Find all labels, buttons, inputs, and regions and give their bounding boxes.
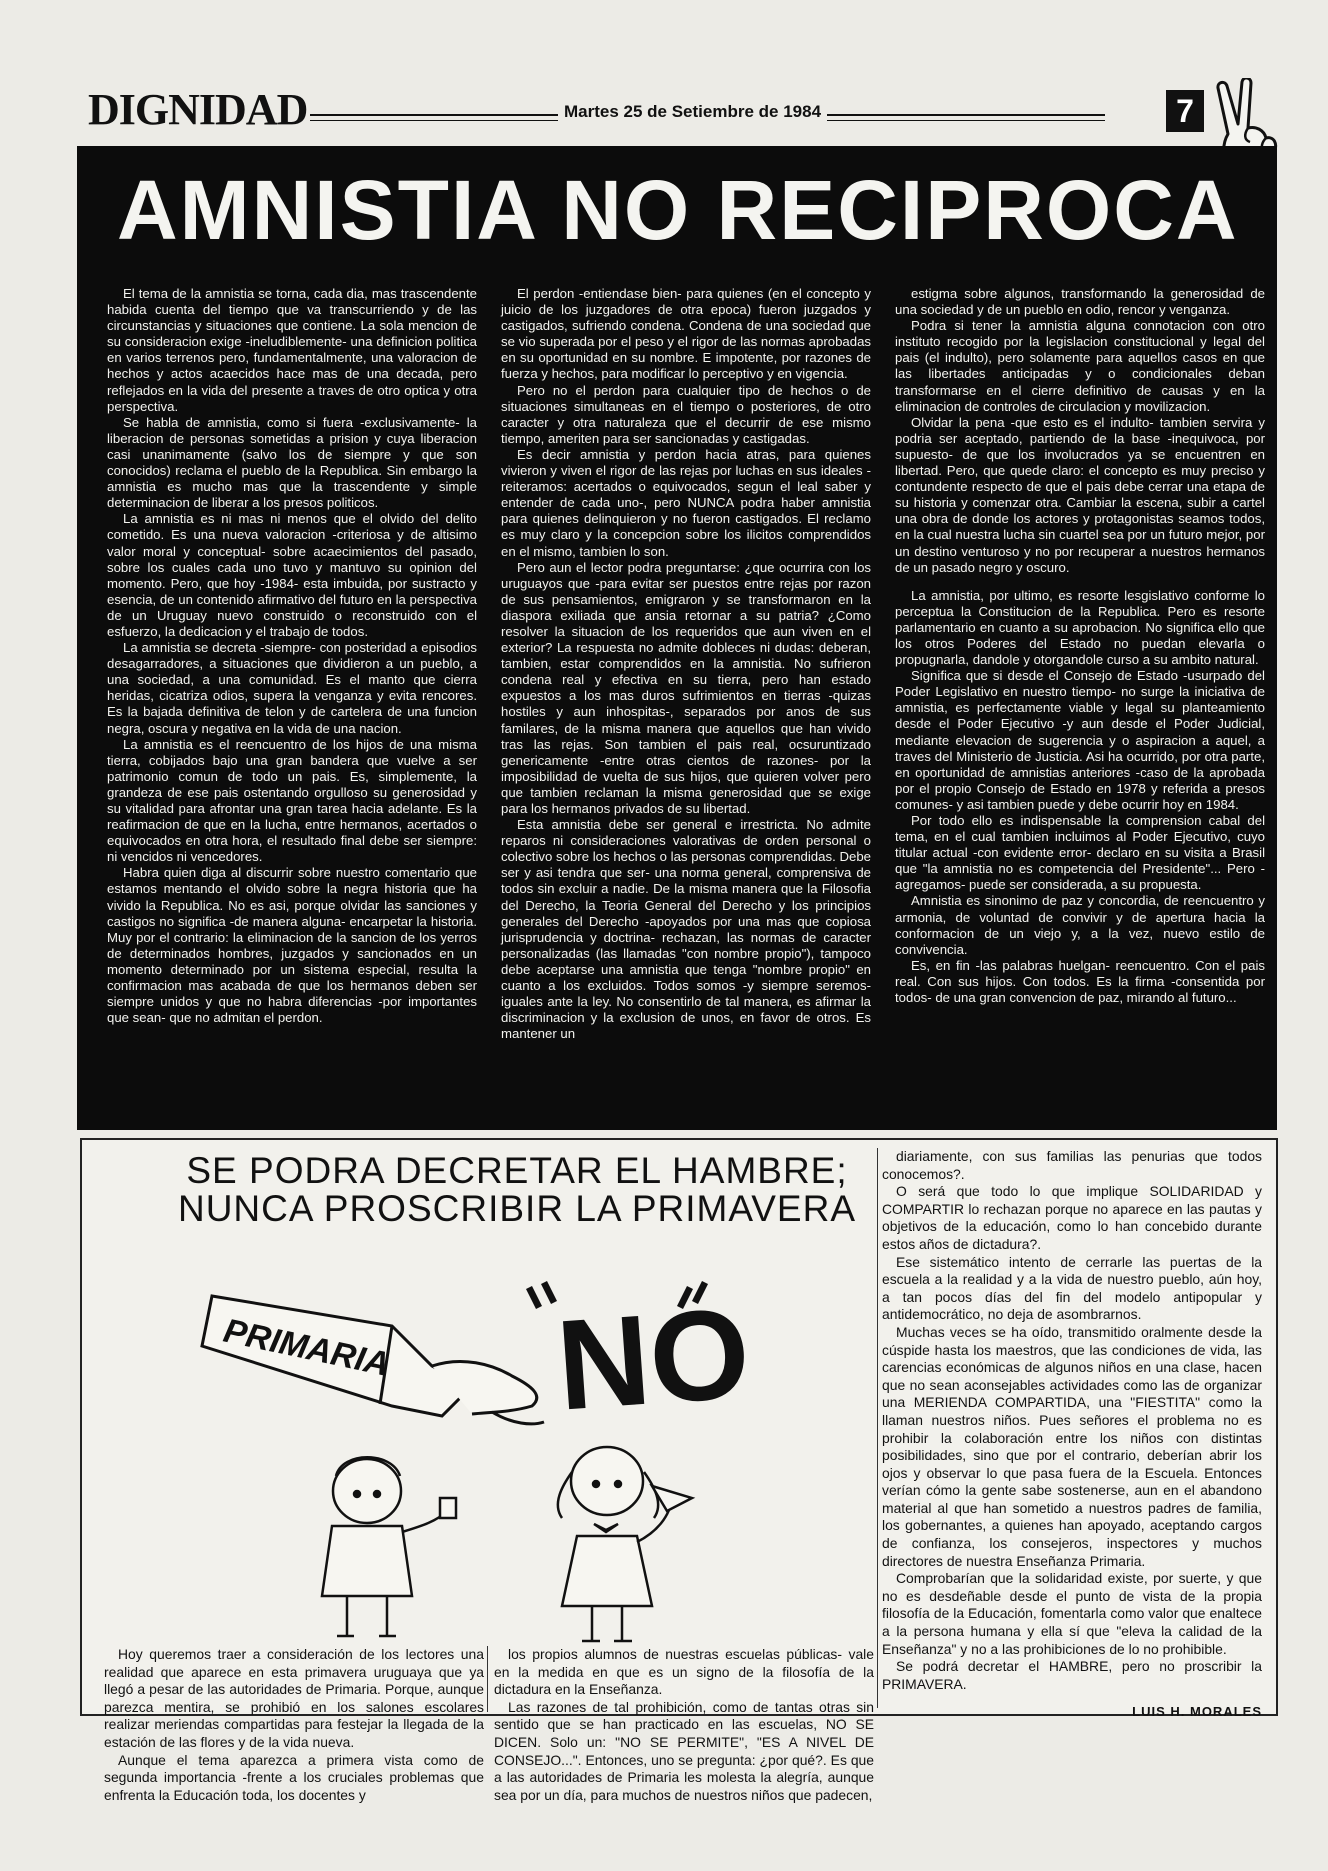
article-column-1 — [107, 286, 477, 1042]
no-text: NO — [552, 1281, 755, 1438]
paragraph: Pero aun el lector podra preguntarse: ¿que ocurrira con los uruguayos que -para evitar ser puestos entre rejas por razon de sus pensamientos, emigraron y se transformaron en la diaspora exiliada que ansia retornar a su patria? ¿Como resolver la situacion de los requeridos que aun viven en el exterior? La respuesta no admite dobleces ni dudas: deberan, tambien, estar comprendidos en la amnistia. No sufrieron condena real y efectiva en su tierra, pero han estado expuestos a los mas duros sufrimientos en tierras -quizas hostiles y aun inhospitas-, separados por anos de sus familares, de la misma manera que aquellos que han vivido tras las rejas. Son tambien el pais real, ocsuruntizado genericamente -entre otras cientos de razones- por la imposibilidad de vuelta de sus hijos, que quieren volver pero que tambien reclaman la misma generosidad que se exige para los hermanos privados de su libertad. — [501, 559, 871, 816]
sleeve-label: PRIMARIA — [220, 1311, 393, 1384]
paragraph: Muchas veces se ha oído, transmitido oralmente desde la cúspide hasta los maestros, que las condiciones de vida, las carencias económicas de algunos niños en una clase, hacen que no sean aconsejables actividades como las de organizar una MERIENDA COMPARTIDA, una "FIESTITA" como la llaman nuestros niños. Pues señores el problema no es prohibir la colaboración entre los niños con distintas posibilidades, sino que por el contrario, deberían abrir los ojos y observar lo que pasa fuera de la Escuela. Entonces verían cómo la gente sabe sostenerse, aun en el abandono material al que han sometido a nuestros padres de familia, los gobernantes, a quienes han apoyado, aceptando cargos de confianza, los consejeros, inspectores y muchos directores de nuestra Enseñanza Primaria. — [882, 1323, 1262, 1569]
paragraph: Es decir amnistia y perdon hacia atras, para quienes vivieron y viven el rigor de las rejas por luchas en sus ideales -reiteramos: acertados o equivocados, segun el leal saber y entender de cada uno-, pero NUNCA podra haber amnistia para quienes delinquieron y no fueron castigados. El reclamo es muy claro y la concepcion sobre los ilicitos comprendidos en el mismo, tambien lo son. — [501, 446, 871, 559]
cartoon-illustration — [92, 1236, 932, 1666]
author-byline: LUIS H. MORALES — [1132, 1704, 1262, 1720]
column-divider — [877, 1148, 878, 1708]
article-column-2 — [501, 286, 871, 1042]
paragraph: estigma sobre algunos, transformando la generosidad de una sociedad y de un pueblo en odio, rencor y venganza. — [895, 286, 1265, 318]
column-divider — [487, 1646, 488, 1712]
article2-column-2 — [494, 1646, 874, 1804]
paragraph: Aunque el tema aparezca a primera vista como de segunda importancia -frente a los cruciales problemas que enfrenta la Educación toda, los docentes y — [104, 1751, 484, 1803]
paragraph: O será que todo lo que implique SOLIDARIDAD y COMPARTIR lo rechazan porque no aparece en las pautas y objetivos de la educación, como lo han concebido durante estos años de dictadura?. — [882, 1183, 1262, 1252]
paragraph: La amnistia se decreta -siempre- con posteridad a episodios desagarradores, a situaciones que dividieron a un pueblo, a una sociedad, a una comunidad. Es el manto que cierra heridas, cicatriza odios, supera la venganza y evita rencores. Es la bajada definitiva de telon y de cartelera de una funcion negra, oscura y negativa en la vida de una nacion. — [107, 640, 477, 736]
paragraph: Por todo ello es indispensable la comprension cabal del tema, en el cual tambien incluimos al Poder Ejecutivo, cuyo titular actual -con evidente error- declaro en su visita a Brasil que "la amnistia no es competencia del Presidente"... Pero -agregamos- puede ser considerada, a su propuesta. — [895, 813, 1265, 893]
headline-line-2: NUNCA PROSCRIBIR LA PRIMAVERA — [177, 1188, 857, 1229]
amnistia-headline: AMNISTIA NO RECIPROCA — [117, 163, 1239, 257]
paragraph: Es, en fin -las palabras huelgan- reencuentro. Con el pais real. Con sus hijos. Con todos. Es la firma -consentida por todos- de una gran convencion de paz, mirando al futuro... — [895, 957, 1265, 1006]
girl-figure — [558, 1447, 692, 1641]
paragraph: Habra quien diga al discurrir sobre nuestro comentario que estamos mentando el olvido sobre la negra historia que ha vivido la Republica. No es asi, porque olvidar las sanciones y castigos no significa -de manera alguna- encarpetar la historia. Muy por el contrario: la eliminacion de la sancion de los yerros de determinados hombres, juzgados y sancionados en un momento determinado por un sistema especial, resulta la confirmacion mas acabada de que los hermanos deben ser siempre unidos y que no habra diferencias -por importantes que sean- que no admitan el perdon. — [107, 865, 477, 1026]
paper-name: DIGNIDAD — [88, 85, 308, 134]
paragraph: Las razones de tal prohibición, como de tantas otras sin sentido que se han practicado en las escuelas, NO SE DICEN. Solo un: "NO SE PERMITE", "ES A NIVEL DE CONSEJO...". Entonces, uno se pregunta: ¿por qué?. Es que a las autoridades de Primaria les molesta la alegría, aunque sea por un día, para muchos de nuestros niños que padecen, — [494, 1698, 874, 1803]
primavera-headline — [102, 1152, 932, 1228]
paragraph: diariamente, con sus familias las penurias que todos conocemos?. — [882, 1148, 1262, 1182]
paragraph: los propios alumnos de nuestras escuelas públicas- vale en la medida en que es un signo de la filosofía de la dictadura en la Enseñanza. — [494, 1646, 874, 1698]
masthead — [88, 86, 1208, 134]
boy-figure — [322, 1457, 456, 1636]
primavera-article — [80, 1138, 1278, 1803]
paragraph: La amnistia es ni mas ni menos que el olvido del delito cometido. Es una nueva valoracion -criteriosa y de altisimo valor moral y conceptual- sobre acaecimientos del pasado, sobre los cuales cada uno tuvo y mantuvo su opinion del momento. Pero, que hoy -1984- esta imbuida, por sustracto y esencia, de un contenido afirmativo del futuro en la perspectiva de un Uruguay nuevo construido o reconstruido con el esfuerzo, la dedicacion y el trabajo de todos. — [107, 511, 477, 639]
paragraph: El perdon -entiendase bien- para quienes (en el concepto y juicio de los juzgadores de otra epoca) fueron juzgados y castigados, sufriendo condena. Condena de una sociedad que se vio superada por el peso y el rigor de las normas aprobadas en su oportunidad en su nombre. E impotente, por razones de fuerza y hechos, para modificar lo perceptivo y en vigencia. — [501, 286, 871, 382]
paragraph: La amnistia, por ultimo, es resorte lesgislativo conforme lo perceptua la Constitucion de la Republica. Pero es resorte parlamentario en cuanto a su aprobacion. No significa ello que los otros Poderes del Estado no puedan elevarla o propugnarla, dandole y otorgandole curso a su ambito natural. — [895, 587, 1265, 668]
paragraph: La amnistia es el reencuentro de los hijos de una misma tierra, cobijados bajo una gran bandera que vuelve a ser patrimonio comun de todo un pais. Es, simplemente, la grandeza de ese pais ostentando orgulloso su generosidad y su vitalidad para afrontar una gran tarea hacia adelante. Es la reafirmacion de que en la lucha, entre hermanos, acertados o equivocados en otra hora, el resultado final debe ser siempre: ni vencidos ni vencedores. — [107, 736, 477, 865]
paragraph: Comprobarían que la solidaridad existe, por suerte, y que no es desdeñable desde el punto de vista de la propia filosofía de la Educación, fomentarla como valor que enaltece a la persona humana y ella sí que "eleva la calidad de la Enseñanza" y no a las prohibiciones de lo no prohibible. — [882, 1570, 1262, 1657]
paragraph: Significa que si desde el Consejo de Estado -usurpado del Poder Legislativo en nuestro tiempo- no surge la iniciativa de amnistia, es perfectamente viable y legal su planteamiento desde el Poder Ejecutivo -y aun desde el Poder Judicial, mediante elevacion de sugerencia y o aspiracion a aquel, a traves del Ministerio de Justicia. Asi ha ocurrido, por otra parte, en oportunidad de amnistias anteriores -caso de la aprobada por el propio Consejo de Estado en 1978 y referida a presos comunes- y asi tambien puede y debe ocurrir hoy en 1984. — [895, 668, 1265, 812]
paragraph: Pero no el perdon para cualquier tipo de hechos o de situaciones simultaneas en el tiempo o posteriores, de otro caracter y otra naturaleza que el decurrir de ese mismo tiempo, ameriten para ser sancionadas y castigadas. — [501, 382, 871, 446]
paragraph: Hoy queremos traer a consideración de los lectores una realidad que aparece en esta primavera uruguaya que ya llegó a pesar de las autoridades de Primaria. Porque, aunque parezca mentira, se prohibió en los salones escolares realizar meriendas compartidas para festejar la llegada de la estación de las flores y de la vida nueva. — [104, 1646, 484, 1750]
paragraph: Se habla de amnistia, como si fuera -exclusivamente- la liberacion de personas sometidas a prision y cuya liberacion casi unanimamente (salvo los de siempre y que son conocidos) reclama el pueblo de la Republica. Sin embargo la amnistia es mucho mas que la trascendente y simple determinacion de liberar a los presos politicos. — [107, 414, 477, 511]
paragraph: Olvidar la pena -que esto es el indulto- tambien servira y podria ser aceptado, partiendo de la base -inequivoca, por supuesto- de que los involucrados ya se encuentren en libertad. Pero, que quede claro: el concepto es muy preciso y contundente respecto de que el pais debe cerrar una etapa de su historia y comenzar otra. Cambiar la escena, subir a cartel una obra de donde los actores y protagonistas seamos todos, en la cual nuestra lucha sin cuartel sea por un futuro mejor, por un destino venturoso y no por recuperar a nuestros hermanos de un pasado negro y oscuro. — [895, 414, 1265, 575]
paragraph: Ese sistemático intento de cerrarle las puertas de la escuela a la realidad y a la vida de nuestro pueblo, aún hoy, a tan pocos días del fin del modelo antipopular y antidemocrático, no deja de asombrarnos. — [882, 1253, 1262, 1323]
article2-column-3 — [882, 1148, 1262, 1721]
page-number: 7 — [1166, 90, 1204, 132]
headline-line-1: SE PODRA DECRETAR EL HAMBRE; — [186, 1150, 848, 1191]
paragraph: Podra si tener la amnistia alguna connotacion con otro instituto recogido por la legislacion constitucional y legal del pais (el indulto), pero solamente para aquellos casos en que las libertades anticipadas y o condicionales deban transformarse en el cierre definitivo de causas y en la eliminacion de controles de circulacion y movilizacion. — [895, 318, 1265, 414]
paragraph: Esta amnistia debe ser general e irrestricta. No admite reparos ni consideraciones valorativas de orden personal o colectivo sobre los hechos o las personas comprendidas. Debe ser y asi tendra que ser- una norma general, comprensiva de todos sin excluir a nadie. De la misma manera que la Filosofia del Derecho, la Teoria General del Derecho y los principios generales del Derecho -apoyados por una mas que copiosa jurisprudencia y doctrina- rechazan, las normas de caracter personalizadas (las llamadas "con nombre propio"), tampoco debe aceptarse una amnistia que tenga "nombre propio" en cuanto a los excluidos. Todos somos -y siempre seremos- iguales ante la ley. No consentirlo de tal manera, es afirmar la discriminacion y la exclusion de unos, en favor de otros. Es mantener un — [501, 817, 871, 1042]
paragraph: Amnistia es sinonimo de paz y concordia, de reencuentro y armonia, de voluntad de convivir y de apertura hacia la conformacion de un viejo y, a la vez, nuevo estilo de convivencia. — [895, 893, 1265, 957]
article-column-3 — [895, 286, 1265, 1042]
paragraph: El tema de la amnistia se torna, cada dia, mas trascendente habida cuenta del tiempo que va transcurriendo y de las circunstancias y situaciones que contiene. La sola mencion de su consideracion exige -ineludiblemente- una definicion politica en varios terrenos pero, fundamentalmente, una valoracion de hechos y actos acaecidos hace mas de una decada, pero reflejados en la vida del presente a traves de otro optica y otra perspectiva. — [107, 286, 477, 414]
paragraph: Se podrá decretar el HAMBRE, pero no proscribir la PRIMAVERA. — [882, 1658, 1262, 1692]
issue-date: Martes 25 de Setiembre de 1984 — [558, 102, 827, 122]
amnistia-article — [77, 146, 1277, 1130]
article2-column-1 — [104, 1646, 484, 1804]
